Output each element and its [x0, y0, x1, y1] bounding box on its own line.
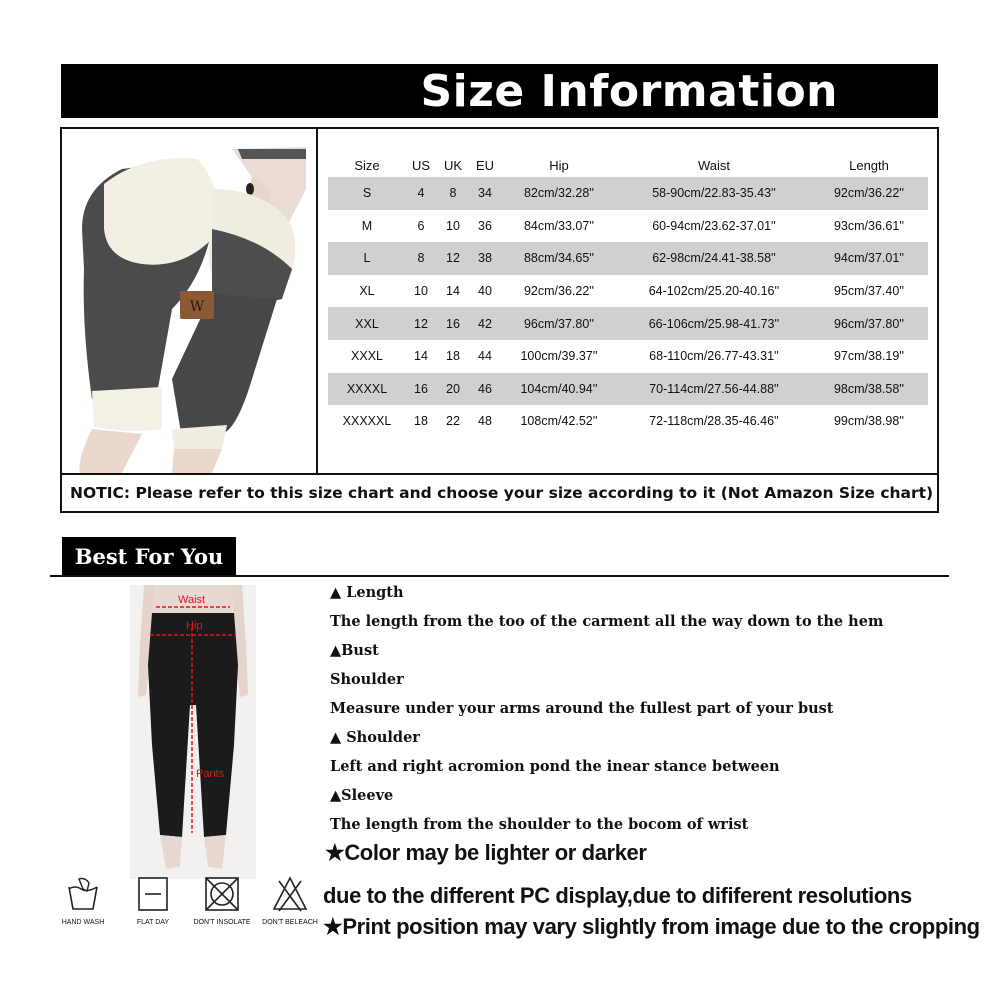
cell-us: 14: [414, 349, 428, 364]
cell-size: XL: [359, 284, 375, 299]
table-row: [328, 405, 928, 438]
cell-uk: 20: [436, 373, 470, 406]
cell-size: XXL: [328, 307, 406, 340]
product-photo: [62, 129, 318, 473]
section-divider: [50, 575, 949, 577]
flat-dry-label: FLAT DAY: [136, 919, 170, 926]
cell-length: 92cm/36.22'': [810, 177, 928, 210]
cell-waist: 58-90cm/22.83-35.43'': [618, 177, 810, 210]
cell-us: 16: [406, 373, 436, 406]
flat-dry-icon: [135, 875, 171, 913]
care-do-not-insolate: [187, 875, 257, 926]
cell-hip: 100cm/39.37'': [520, 349, 598, 364]
cell-uk: 16: [436, 307, 470, 340]
column-header-eu: EU: [475, 157, 495, 173]
cell-hip: 84cm/33.07'': [523, 218, 595, 233]
cell-hip: 96cm/37.80'': [500, 307, 618, 340]
length-heading: ▲ Length: [330, 584, 404, 601]
cell-eu: 40: [478, 284, 492, 299]
cell-uk: 12: [436, 242, 470, 275]
column-header-uk: UK: [443, 157, 463, 173]
cell-length: 99cm/38.98'': [833, 414, 905, 429]
size-chart-notice: NOTIC: Please refer to this size chart and choose your size according to it (Not Amazon Size chart): [62, 473, 937, 511]
cell-hip: 92cm/36.22'': [523, 284, 595, 299]
shoulder-subheading: Shoulder: [330, 671, 404, 688]
cell-waist: 60-94cm/23.62-37.01'': [652, 218, 776, 233]
cell-length: 98cm/38.58'': [810, 373, 928, 406]
shoulder-description: Left and right acromion pond the inear stance between: [330, 758, 780, 775]
cell-uk: 8: [436, 177, 470, 210]
cell-hip: 108cm/42.52'': [520, 414, 598, 429]
color-note: ★Color may be lighter or darker: [325, 840, 647, 865]
measurement-guide: [330, 578, 950, 839]
cell-us: 12: [406, 307, 436, 340]
waist-label: Waist: [178, 594, 206, 606]
best-for-you-tab: Best For You: [62, 537, 236, 575]
cell-us: 8: [406, 242, 436, 275]
size-chart-panel: [60, 127, 939, 513]
measurement-model-figure: [130, 585, 256, 879]
cell-size: XXXL: [351, 349, 383, 364]
pants-label: Pants: [196, 768, 225, 780]
bust-description: Measure under your arms around the fullest part of your bust: [330, 700, 834, 717]
hand-wash-icon: [65, 875, 101, 913]
cell-size: M: [361, 218, 373, 233]
cell-us: 18: [414, 414, 428, 429]
cell-us: 4: [406, 177, 436, 210]
care-hand-wash: [48, 875, 118, 926]
cell-us: 10: [414, 284, 428, 299]
table-header-row: [328, 153, 928, 177]
length-description: The length from the too of the carment all the way down to the hem: [330, 613, 884, 630]
cell-eu: 44: [478, 349, 492, 364]
cell-uk: 18: [446, 349, 460, 364]
cell-eu: 36: [478, 218, 492, 233]
care-do-not-bleach: [255, 875, 325, 926]
cell-length: 96cm/37.80'': [810, 307, 928, 340]
column-header-size: Size: [354, 157, 380, 173]
print-note: ★Print position may vary slightly from image due to the cropping: [323, 914, 980, 939]
column-header-waist: Waist: [697, 157, 731, 173]
table-row: [328, 275, 928, 308]
cell-eu: 46: [470, 373, 500, 406]
model-leggings-illustration: [130, 585, 256, 879]
column-header-us: US: [411, 157, 431, 173]
cell-waist: 64-102cm/25.20-40.16'': [648, 284, 780, 299]
table-row: [328, 210, 928, 243]
do-not-bleach-label: DON'T BELEACH: [262, 919, 318, 926]
do-not-tumble-dry-icon: [203, 875, 241, 913]
bust-heading: ▲Bust: [330, 642, 379, 659]
sleeve-heading: ▲Sleeve: [330, 787, 394, 804]
shoulder-heading: ▲ Shoulder: [330, 729, 420, 746]
table-row: [328, 177, 928, 210]
page-title: Size Information: [420, 65, 838, 117]
cell-waist: 62-98cm/24.41-38.58'': [618, 242, 810, 275]
cell-length: 97cm/38.19'': [833, 349, 905, 364]
size-table: [328, 153, 928, 438]
table-row: [328, 373, 928, 406]
hand-wash-label: HAND WASH: [61, 919, 105, 926]
size-information-header: [61, 64, 938, 118]
cell-eu: 48: [478, 414, 492, 429]
cell-length: 93cm/36.61'': [833, 218, 905, 233]
cell-waist: 72-118cm/28.35-46.46'': [649, 414, 779, 429]
cell-uk: 10: [446, 218, 460, 233]
table-row: [328, 242, 928, 275]
cell-length: 94cm/37.01'': [810, 242, 928, 275]
table-row: [328, 340, 928, 373]
hip-label: Hip: [186, 620, 203, 632]
cell-waist: 70-114cm/27.56-44.88'': [618, 373, 810, 406]
cell-size: XXXXL: [328, 373, 406, 406]
cell-hip: 88cm/34.65'': [500, 242, 618, 275]
cell-eu: 38: [470, 242, 500, 275]
cell-waist: 68-110cm/26.77-43.31'': [649, 349, 779, 364]
do-not-insolate-label: DON'T INSOLATE: [193, 919, 251, 926]
cell-size: L: [328, 242, 406, 275]
fleece-leggings-illustration: [62, 129, 316, 473]
cell-us: 6: [417, 218, 425, 233]
cell-hip: 82cm/32.28'': [500, 177, 618, 210]
care-flat-dry: [118, 875, 188, 926]
size-table-area: [318, 129, 937, 473]
cell-size: S: [328, 177, 406, 210]
cell-eu: 34: [470, 177, 500, 210]
cell-hip: 104cm/40.94'': [500, 373, 618, 406]
cell-uk: 22: [446, 414, 460, 429]
do-not-bleach-icon: [271, 875, 309, 913]
table-row: [328, 307, 928, 340]
cell-length: 95cm/37.40'': [833, 284, 905, 299]
svg-text:W: W: [189, 299, 205, 315]
cell-size: XXXXXL: [342, 414, 392, 429]
sleeve-description: The length from the shoulder to the bocom of wrist: [330, 816, 749, 833]
cell-uk: 14: [446, 284, 460, 299]
column-header-hip: Hip: [549, 157, 569, 173]
display-note: due to the different PC display,due to dififerent resolutions: [323, 883, 912, 908]
column-header-length: Length: [849, 157, 889, 173]
cell-waist: 66-106cm/25.98-41.73'': [618, 307, 810, 340]
cell-eu: 42: [470, 307, 500, 340]
